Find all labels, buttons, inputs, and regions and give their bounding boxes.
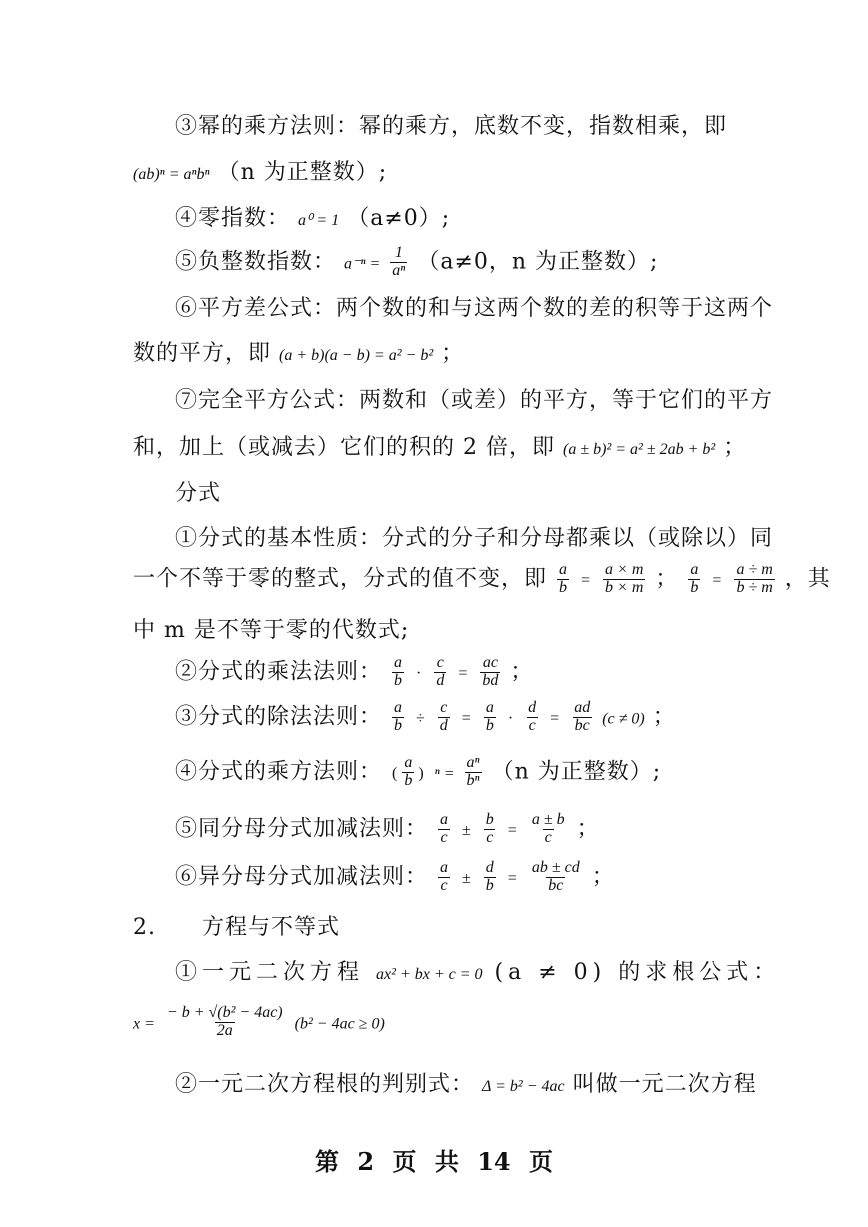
fraction (480, 655, 500, 690)
numerator: − b + √(b² − 4ac) (166, 1004, 283, 1021)
text: (a ≠ 0) 的求根公式： (494, 960, 781, 985)
text-line: ⑥异分母分式加减法则： $\frac{a}{c}$ ± $\frac{d}{b}$ = $\frac{ab \pm cd}{bc}$ ； (175, 859, 615, 894)
text-line (175, 298, 773, 320)
denominator: c (486, 828, 494, 846)
formula: ax² + bx + c = 0 (376, 966, 483, 983)
numerator: a (485, 699, 494, 716)
fraction (572, 700, 592, 735)
formula: (a + b)(a − b) = a² − b² (279, 347, 434, 364)
numerator: d (528, 699, 537, 716)
section-heading (175, 483, 221, 505)
text: ； (576, 816, 600, 842)
text: 方程与不等式 (202, 915, 341, 940)
denominator: c (528, 716, 536, 734)
text-line (133, 343, 464, 365)
numerator: a (440, 811, 449, 828)
text: ①一元二次方程 (175, 960, 365, 985)
text: ②分式的乘法法则： (175, 659, 383, 685)
text-line (133, 162, 387, 184)
numerator: 1 (394, 244, 403, 261)
text-line (175, 245, 658, 280)
denominator: bd (482, 671, 499, 689)
text: ⑤同分母分式加减法则： (175, 816, 429, 842)
numerator: a × m (605, 561, 644, 578)
denominator: d (436, 671, 445, 689)
text: ； (441, 341, 465, 366)
text: ⑥异分母分式加减法则： (175, 864, 429, 890)
footer-text: 页 (392, 1147, 417, 1176)
fraction (438, 860, 450, 895)
fraction (734, 562, 774, 597)
text: 分式 (175, 481, 222, 506)
fraction (392, 700, 404, 735)
text-line: 一个不等于零的整式，分式的值不变，即 $\frac{a}{b}$ = $\frac{a \times m}{b \times m}$ ； $\frac{a}{b}$ = $\frac{a \div m}{b \div m}$ ，其 (133, 561, 831, 596)
text-line (175, 116, 727, 138)
text: ②一元二次方程根的判别式： (175, 1072, 475, 1097)
text-line (175, 962, 780, 984)
denominator: c (440, 828, 448, 846)
denominator: b (485, 716, 494, 734)
text-line: ④分式的乘方法则： ( $\frac{a}{b}$ ) ⁿ = $\frac{\text{aⁿ}}{\text{bⁿ}}$ （n 为正整数）; (175, 754, 662, 789)
text-line: ③分式的除法法则： $\frac{a}{b}$ ÷ $\frac{c}{d}$ = $\frac{a}{b}$ · $\frac{d}{c}$ = $\frac{ad}{bc}$ (c ≠ 0) ； (175, 699, 676, 734)
denominator: b × m (605, 578, 644, 596)
page-total: 14 (477, 1147, 511, 1176)
text: 中 m 是不等于零的代数式; (133, 618, 410, 643)
denominator: d (439, 716, 448, 734)
numerator: d (485, 859, 494, 876)
denominator: b (404, 771, 413, 789)
text: （a≠0，n 为正整数）; (417, 249, 659, 275)
footer-text: 第 (315, 1147, 340, 1176)
formula: (a ± b)² = a² ± 2ab + b² (563, 441, 716, 458)
denominator: b (690, 578, 699, 596)
text-line (175, 208, 450, 230)
text: 一个不等于零的整式，分式的值不变，即 (133, 566, 548, 592)
footer-text: 页 (528, 1147, 553, 1176)
formula: Δ = b² − 4ac (482, 1078, 565, 1095)
formula: ⁿ = (434, 765, 455, 783)
fraction (402, 755, 414, 790)
formula: a⁰ = 1 (298, 212, 340, 229)
text: ④零指数： (175, 206, 291, 231)
text-line (133, 437, 746, 459)
numerator: a (559, 561, 568, 578)
denominator: c (440, 876, 448, 894)
text-line (133, 1005, 385, 1040)
formula: x = (133, 1015, 155, 1033)
text: ③分式的除法法则： (175, 704, 383, 730)
fraction (688, 562, 700, 597)
fraction (438, 812, 450, 847)
text-line (175, 390, 773, 412)
text: ⑦完全平方公式：两数和（或差）的平方，等于它们的平方 (175, 388, 774, 413)
footer-text: 共 (434, 1147, 459, 1176)
text: 和，加上（或减去）它们的积的 2 倍，即 (133, 435, 555, 460)
text: （a≠0）; (347, 206, 451, 231)
numerator: ab ± cd (531, 859, 580, 876)
denominator: b ÷ m (736, 578, 773, 596)
denominator: b (394, 716, 403, 734)
denominator: bⁿ (466, 771, 480, 789)
fraction (530, 812, 567, 847)
text-line (175, 1074, 757, 1096)
section-heading (133, 917, 340, 939)
fraction (526, 700, 538, 735)
denominator: c (544, 828, 552, 846)
denominator: b (559, 578, 568, 596)
numerator: a ± b (531, 811, 565, 828)
fraction (165, 1005, 285, 1040)
denominator: bc (548, 876, 564, 894)
text-line (133, 620, 409, 642)
denominator: aⁿ (392, 261, 406, 279)
text-line (175, 528, 773, 550)
numerator: a (394, 654, 403, 671)
denominator: b (394, 671, 403, 689)
numerator: ac (482, 654, 498, 671)
denominator: bc (574, 716, 590, 734)
formula: (b² − 4ac ≥ 0) (294, 1015, 385, 1033)
text: （n 为正整数）; (217, 160, 388, 185)
numerator: a ÷ m (736, 561, 773, 578)
section-number: 2. (133, 915, 156, 940)
page-number: 2 (357, 1147, 375, 1176)
text: ④分式的乘方法则： (175, 759, 383, 785)
numerator: c (440, 699, 448, 716)
fraction (484, 700, 496, 735)
text: ； (591, 864, 615, 890)
fraction (557, 562, 569, 597)
text: 数的平方，即 (133, 341, 272, 366)
fraction (484, 812, 496, 847)
text: ； (510, 659, 534, 685)
fraction (434, 655, 446, 690)
text: ； (652, 704, 676, 730)
numerator: a (394, 699, 403, 716)
numerator: c (436, 654, 444, 671)
text: （n 为正整数）; (491, 759, 662, 785)
numerator: ad (574, 699, 591, 716)
numerator: a (404, 754, 413, 771)
page-footer (0, 1142, 868, 1177)
fraction (392, 655, 404, 690)
fraction (603, 562, 645, 597)
denominator: 2a (216, 1021, 233, 1039)
text: ； (723, 435, 747, 460)
text: ③幂的乘方法则：幂的乘方，底数不变，指数相乘，即 (175, 114, 728, 139)
formula: a⁻ⁿ = (344, 255, 381, 273)
text: ； (655, 566, 679, 592)
text: ，其 (784, 566, 831, 592)
text: 叫做一元二次方程 (572, 1072, 757, 1097)
numerator: aⁿ (466, 754, 480, 771)
fraction (438, 700, 450, 735)
text-line: ⑤同分母分式加减法则： $\frac{a}{c}$ ± $\frac{b}{c}$ = $\frac{a \pm b}{c}$ ； (175, 811, 600, 846)
denominator: b (485, 876, 494, 894)
fraction (530, 860, 582, 895)
numerator: a (690, 561, 699, 578)
numerator: a (440, 859, 449, 876)
fraction (390, 245, 407, 280)
fraction (484, 860, 496, 895)
formula: (c ≠ 0) (602, 710, 645, 728)
text: ⑤负整数指数： (175, 249, 337, 275)
text: ⑥平方差公式：两个数的和与这两个数的差的积等于这两个 (175, 296, 774, 321)
numerator: b (485, 811, 494, 828)
fraction (465, 755, 482, 790)
formula: (ab)ⁿ = aⁿbⁿ (133, 166, 210, 183)
text: ①分式的基本性质：分式的分子和分母都乘以（或除以）同 (175, 526, 774, 551)
text-line: ②分式的乘法法则： $\frac{a}{b}$ · $\frac{c}{d}$ = $\frac{ac}{bd}$ ； (175, 654, 534, 689)
